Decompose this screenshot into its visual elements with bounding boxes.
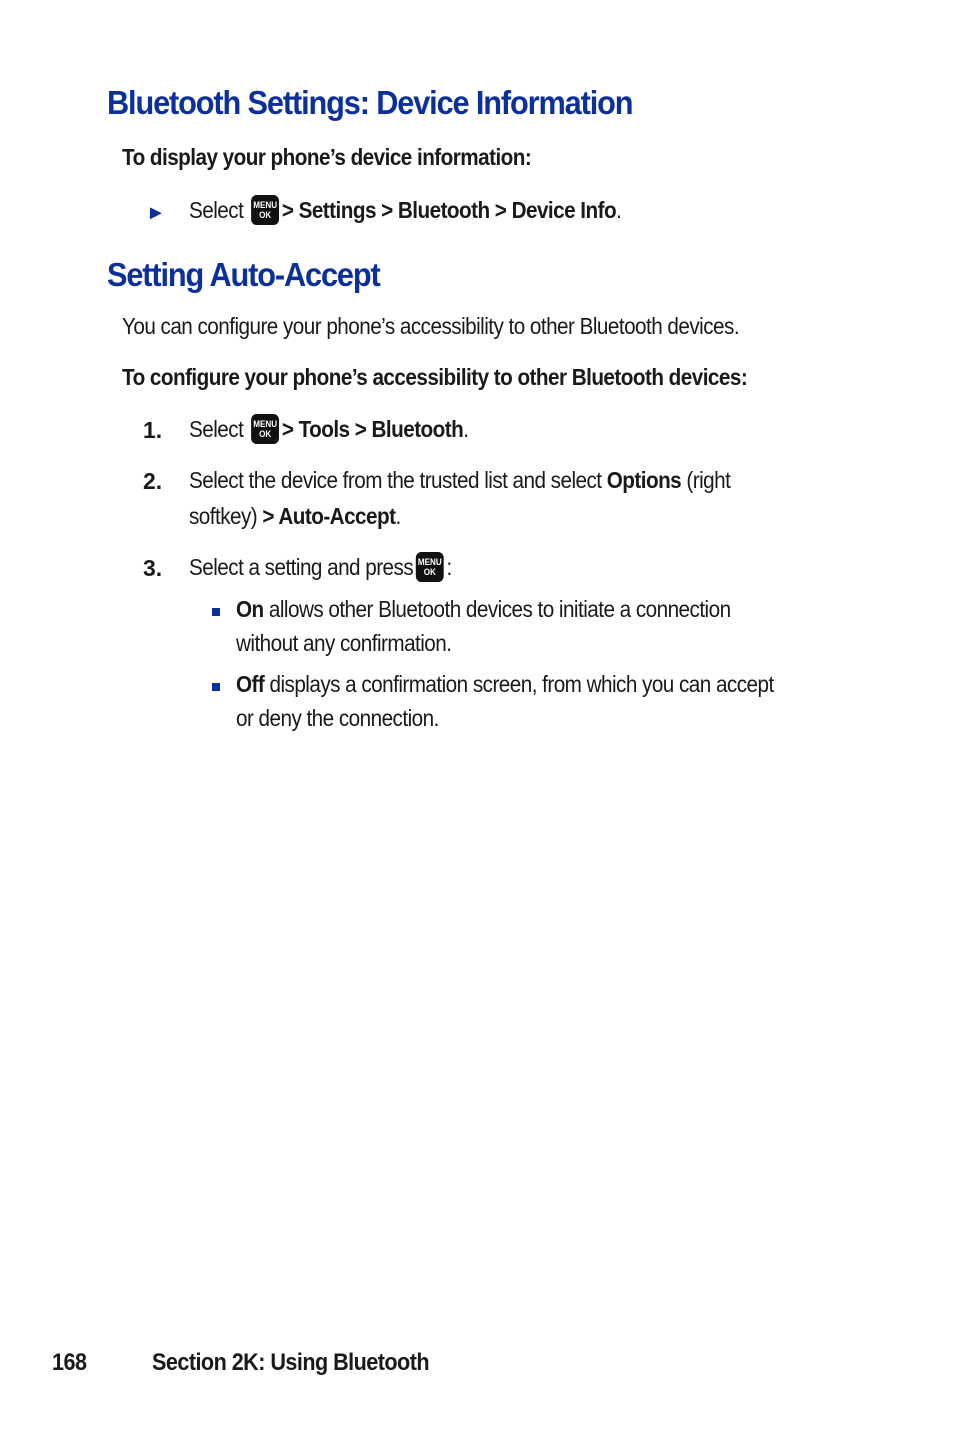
step-number: 3. xyxy=(143,555,163,581)
auto-accept-intro: You can configure your phone’s accessibility to other Bluetooth devices. xyxy=(122,313,740,339)
section-title-device-information: Bluetooth Settings: Device Information xyxy=(107,84,633,121)
auto-accept-step-2-line-1: Select the device from the trusted list and select Options (right xyxy=(189,467,731,493)
square-bullet-icon xyxy=(212,608,220,616)
step-menu-path: > Settings > Bluetooth > Device Info xyxy=(281,197,617,224)
option-on-line-2: without any confirmation. xyxy=(236,630,452,656)
menu-ok-key-icon: MENU OK xyxy=(251,195,279,225)
square-bullet-icon xyxy=(212,683,220,691)
step-number: 1. xyxy=(143,417,163,443)
option-off-line-1: Off displays a confirmation screen, from which you can accept xyxy=(236,671,774,697)
step-number: 2. xyxy=(143,468,163,494)
device-info-lead: To display your phone’s device information: xyxy=(122,144,532,170)
page-number: 168 xyxy=(52,1349,87,1376)
section-title-auto-accept: Setting Auto-Accept xyxy=(107,256,380,293)
step-prefix: Select xyxy=(189,197,244,224)
footer-section-title: Section 2K: Using Bluetooth xyxy=(152,1349,430,1376)
menu-ok-key-icon: MENU OK xyxy=(416,552,444,582)
menu-ok-key-icon: MENU OK xyxy=(251,414,279,444)
option-off-line-2: or deny the connection. xyxy=(236,705,439,731)
option-on-line-1: On allows other Bluetooth devices to initiate a connection xyxy=(236,596,731,622)
auto-accept-step-1: Select MENU OK > Tools > Bluetooth. xyxy=(189,416,468,446)
device-info-step: Select MENU OK > Settings > Bluetooth > Device Info. xyxy=(189,197,621,227)
step-menu-path: > Tools > Bluetooth xyxy=(281,416,464,443)
auto-accept-lead: To configure your phone’s accessibility to other Bluetooth devices: xyxy=(122,364,748,390)
arrow-bullet-icon: ► xyxy=(146,202,166,224)
auto-accept-step-2-line-2: softkey) > Auto-Accept. xyxy=(189,503,401,529)
auto-accept-step-3: Select a setting and press MENU OK : xyxy=(189,554,452,584)
